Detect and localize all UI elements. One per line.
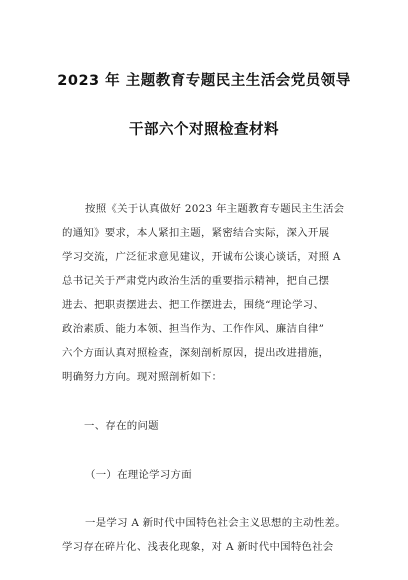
- paragraph-1-line-3: 学习交流，广泛征求意见建议，开诚布公谈心谈话，对照 A: [62, 251, 341, 263]
- paragraph-2-line-1: 一是学习 A 新时代中国特色社会主义思想的主动性差。: [85, 517, 346, 529]
- document-title-line-1: 2023 年 主题教育专题民主生活会党员领导: [57, 73, 351, 89]
- paragraph-1-line-1: 按照《关于认真做好 2023 年主题教育专题民主生活会: [85, 203, 345, 215]
- paragraph-1-line-5: 进去、把职责摆进去、把工作摆进去，围绕“理论学习、: [62, 299, 325, 311]
- document-title-line-2: 干部六个对照检查材料: [129, 122, 279, 138]
- paragraph-1-line-6: 政治素质、能力本领、担当作为、工作作风、廉洁自律”: [62, 323, 325, 335]
- paragraph-1-line-8: 明确努力方向。现对照剖析如下：: [62, 371, 223, 383]
- section-1-heading: 一、存在的问题: [84, 420, 159, 432]
- paragraph-1-line-2: 的通知》要求，本人紧扣主题，紧密结合实际，深入开展: [62, 227, 330, 239]
- subsection-1-heading: （一）在理论学习方面: [85, 469, 192, 481]
- paragraph-1-line-7: 六个方面认真对照检查，深刻剖析原因，提出改进措施，: [62, 347, 330, 359]
- paragraph-2-line-2: 学习存在碎片化、浅表化现象，对 A 新时代中国特色社会: [62, 541, 334, 553]
- paragraph-1-line-4: 总书记关于严肃党内政治生活的重要指示精神，把自己摆: [62, 275, 330, 287]
